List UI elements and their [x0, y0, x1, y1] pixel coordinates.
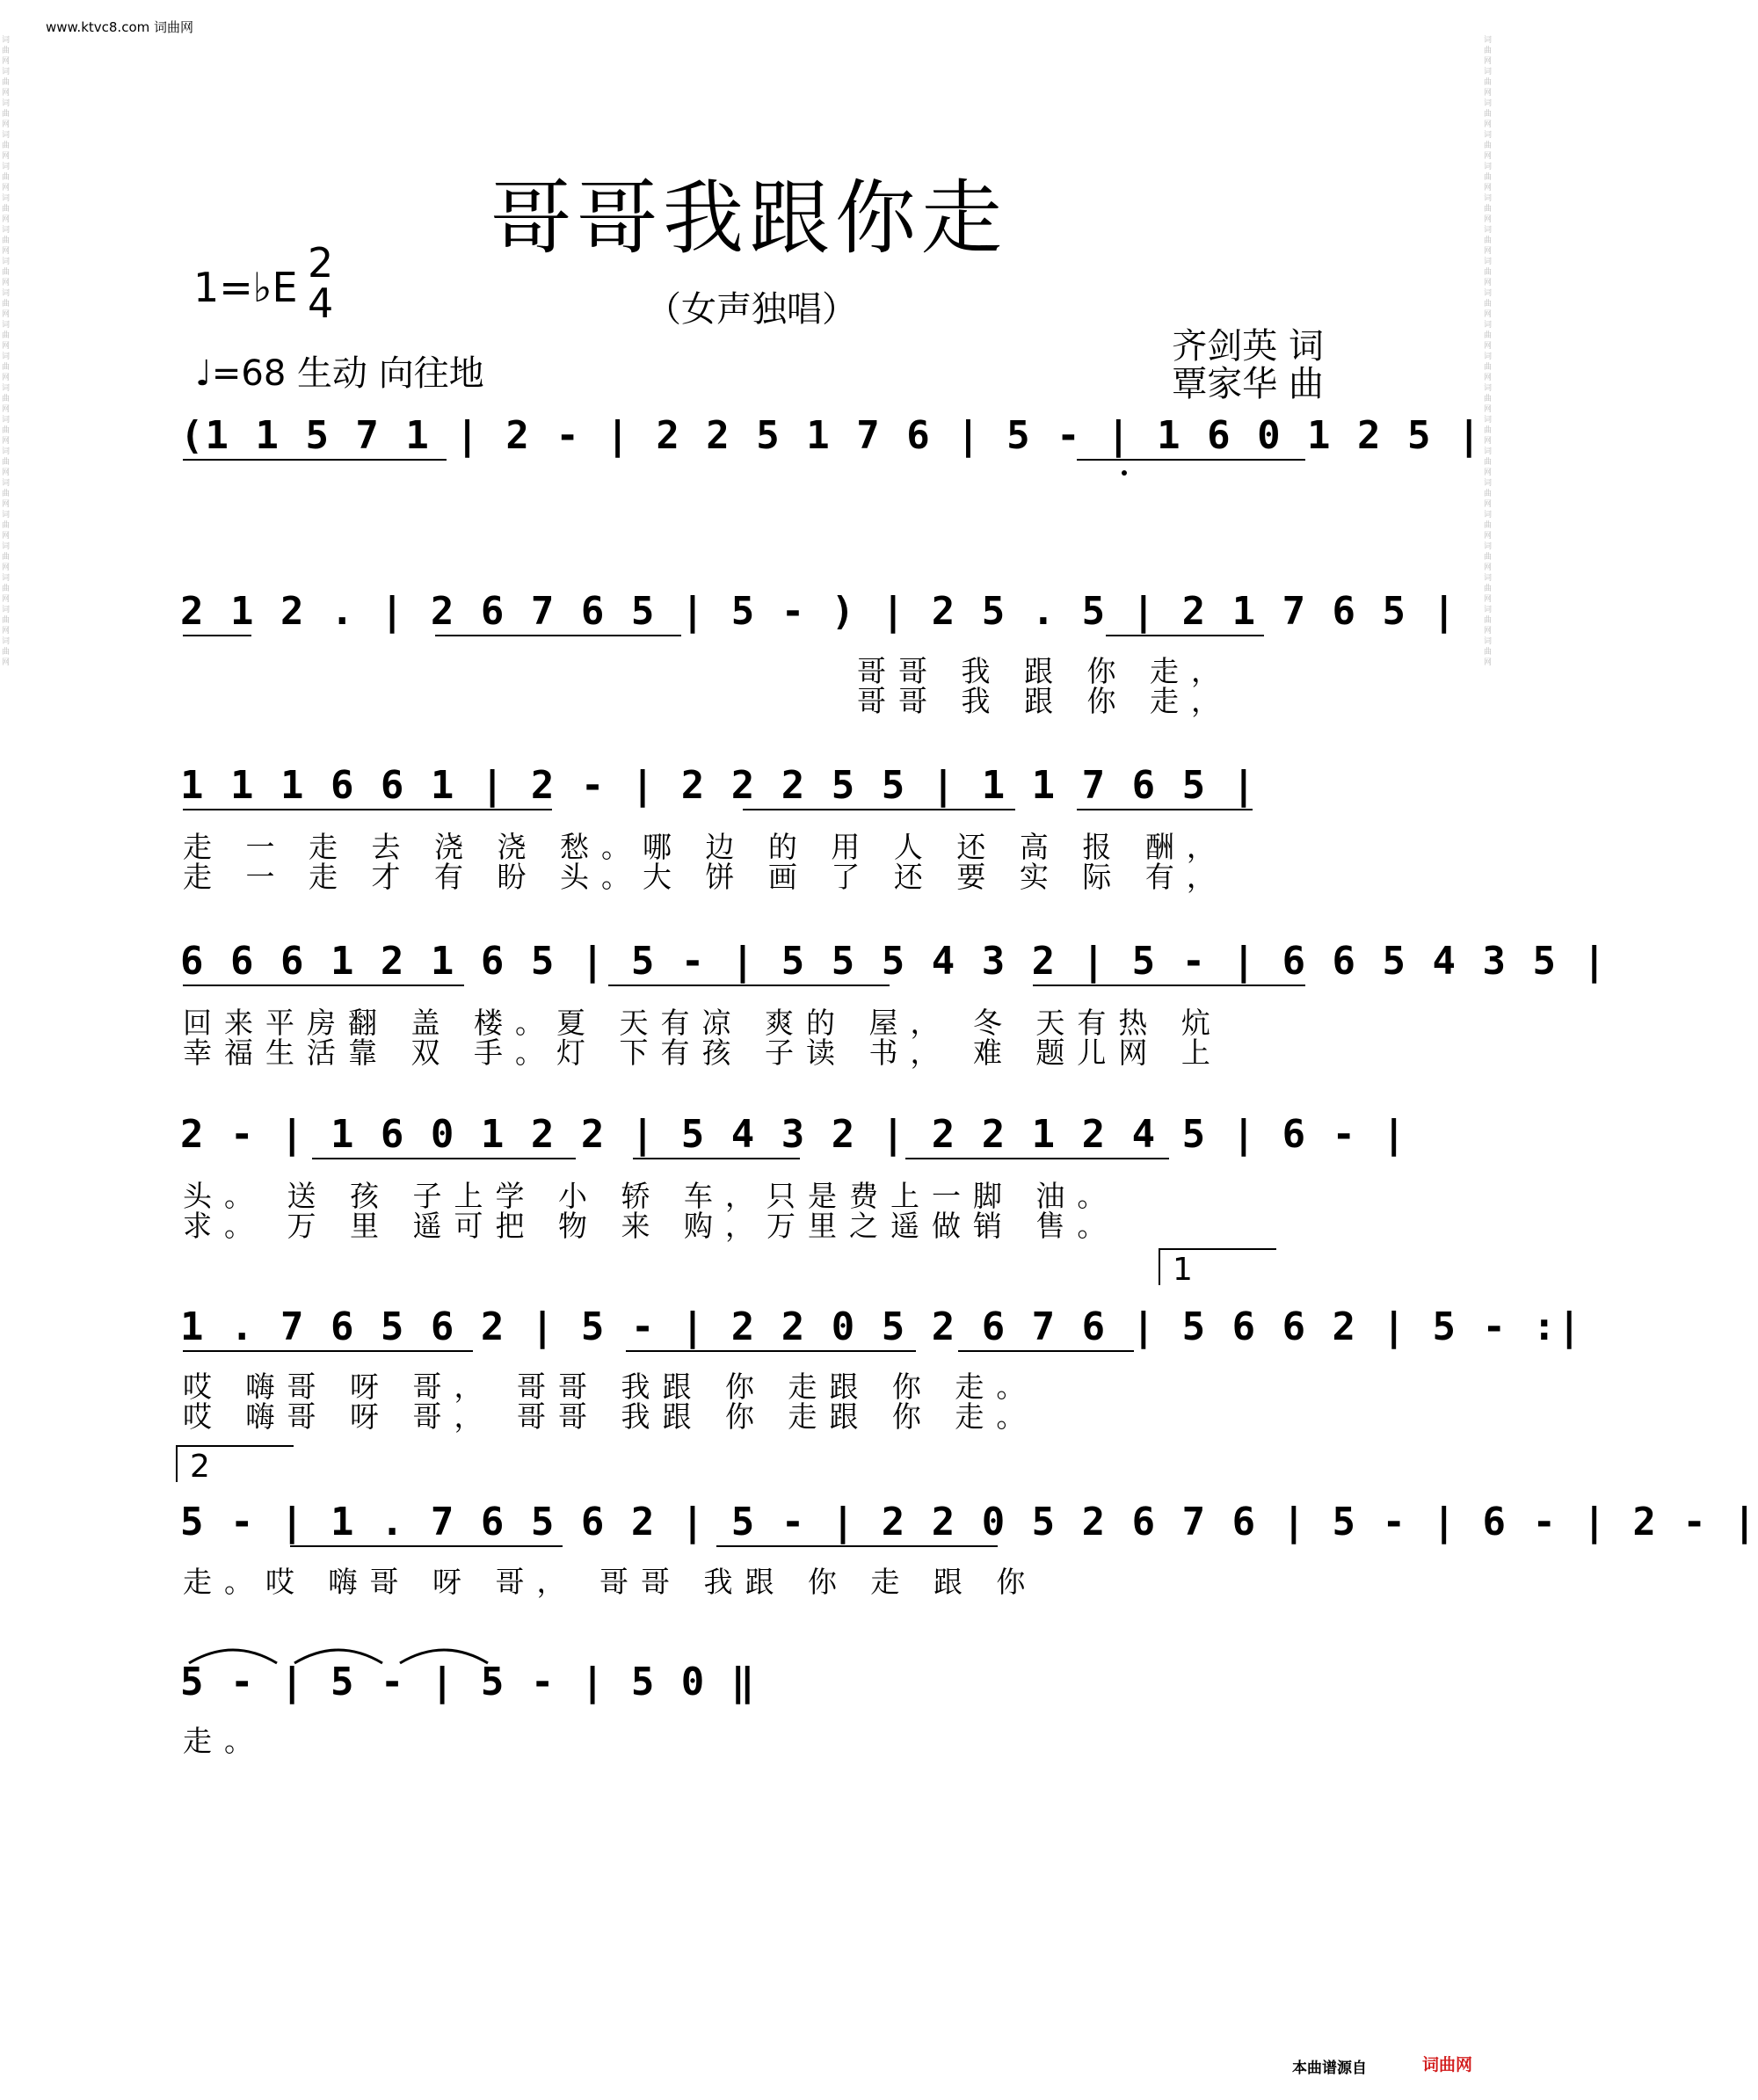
underline	[626, 1350, 916, 1352]
system-2-verse-1: 哥哥 我 跟 你 走，	[857, 654, 1232, 688]
key-signature: 1=♭E	[193, 264, 298, 311]
system-3-verse-2: 走 一 走 才 有 盼 头。大 饼 画 了 还 要 实 际 有，	[183, 860, 1228, 894]
system-4-verse-2: 幸福生活靠 双 手。灯 下有孩 子读 书， 难 题儿网 上	[183, 1035, 1223, 1070]
tie-arcs	[180, 1637, 549, 1672]
low-octave-dot	[1122, 470, 1127, 476]
system-4-verse-1: 回来平房翻 盖 楼。夏 天有凉 爽的 屋， 冬 天有热 炕	[183, 1006, 1223, 1040]
system-8-notes: 5 - | 5 - | 5 - | 5 0 ‖	[180, 1660, 757, 1704]
underline	[608, 985, 890, 986]
side-watermark-left: 词曲网词曲网词曲网词曲网词曲网词曲网词曲网词曲网词曲网词曲网词曲网词曲网词曲网词曲网词曲网词曲网词曲网词曲网词曲网词曲网	[2, 36, 11, 667]
site-label[interactable]: www.ktvc8.com 词曲网	[46, 19, 194, 35]
tempo-marking: ♩=68 生动 向往地	[195, 353, 484, 394]
page-title: 哥哥我跟你走	[490, 171, 1007, 265]
underline	[743, 809, 1015, 810]
underline	[435, 635, 681, 636]
underline	[1077, 459, 1305, 461]
system-6-verse-2: 哎 嗨哥 呀 哥， 哥哥 我跟 你 走跟 你 走。	[183, 1399, 1038, 1434]
side-watermark-right: 词曲网词曲网词曲网词曲网词曲网词曲网词曲网词曲网词曲网词曲网词曲网词曲网词曲网词曲网词曲网词曲网词曲网词曲网词曲网词曲网	[1484, 36, 1493, 667]
time-signature-top: 2	[308, 239, 334, 287]
system-4-notes: 6 6 6 1 2 1 6 5 | 5 - | 5 5 5 4 3 2 | 5 - | 6 6 5 4 3 5 |	[180, 939, 1608, 984]
underline	[1106, 635, 1264, 636]
underline	[958, 1350, 1134, 1352]
underline	[905, 1158, 1169, 1159]
lyricist-credit: 齐剑英 词	[1172, 326, 1324, 367]
time-signature	[308, 239, 334, 327]
footer-site-logo[interactable]: 词曲网	[1422, 2055, 1473, 2075]
underline	[183, 459, 447, 461]
underline	[633, 1158, 800, 1159]
underline	[183, 809, 552, 810]
composer-credit: 覃家华 曲	[1172, 364, 1324, 404]
second-ending-bracket	[176, 1445, 294, 1485]
second-ending-label: 2	[190, 1449, 210, 1485]
underline	[312, 1158, 576, 1159]
first-ending-label: 1	[1173, 1252, 1193, 1288]
system-6-verse-1: 哎 嗨哥 呀 哥， 哥哥 我跟 你 走跟 你 走。	[183, 1370, 1038, 1404]
system-3-notes: 1 1 1 6 6 1 | 2 - | 2 2 2 5 5 | 1 1 7 6 5 |	[180, 763, 1258, 808]
underline	[183, 985, 464, 986]
system-2-verse-2: 哥哥 我 跟 你 走，	[857, 684, 1232, 718]
system-2-notes: 2 1 2 . | 2 6 7 6 5 | 5 - ) | 2 5 . 5 | 2 1 7 6 5 |	[180, 589, 1458, 634]
underline	[183, 635, 251, 636]
system-7-verse-1: 走。哎 嗨哥 呀 哥， 哥哥 我跟 你 走 跟 你	[183, 1565, 1038, 1599]
time-signature-bottom: 4	[308, 280, 334, 327]
underline	[1077, 809, 1253, 810]
system-5-notes: 2 - | 1 6 0 1 2 2 | 5 4 3 2 | 2 2 1 2 4 5 | 6 - |	[180, 1112, 1408, 1157]
system-6-notes: 1 . 7 6 5 6 2 | 5 - | 2 2 0 5 2 6 7 6 | 5 6 6 2 | 5 - :|	[180, 1304, 1583, 1349]
system-3-verse-1: 走 一 走 去 浇 浇 愁。哪 边 的 用 人 还 高 报 酬，	[183, 830, 1228, 864]
underline	[716, 1545, 998, 1547]
system-8-verse-1: 走。	[183, 1724, 265, 1758]
system-1-notes: (1 1 5 7 1 | 2 - | 2 2 5 1 7 6 | 5 - | 1 6 0 1 2 5 |	[180, 413, 1483, 458]
footer-source-label: 本曲谱源自	[1292, 2060, 1367, 2077]
underline	[1033, 985, 1305, 986]
system-5-verse-1: 头。 送 孩 子上学 小 轿 车，只是费上一脚 油。	[183, 1179, 1119, 1213]
system-7-notes: 5 - | 1 . 7 6 5 6 2 | 5 - | 2 2 0 5 2 6 7 6 | 5 - | 6 - | 2 - |	[180, 1500, 1758, 1544]
underline	[183, 1350, 473, 1352]
underline	[290, 1545, 563, 1547]
first-ending-bracket	[1159, 1248, 1276, 1288]
system-5-verse-2: 求。 万 里 遥可把 物 来 购，万里之遥做销 售。	[183, 1209, 1119, 1243]
subtitle: （女声独唱）	[646, 289, 857, 330]
